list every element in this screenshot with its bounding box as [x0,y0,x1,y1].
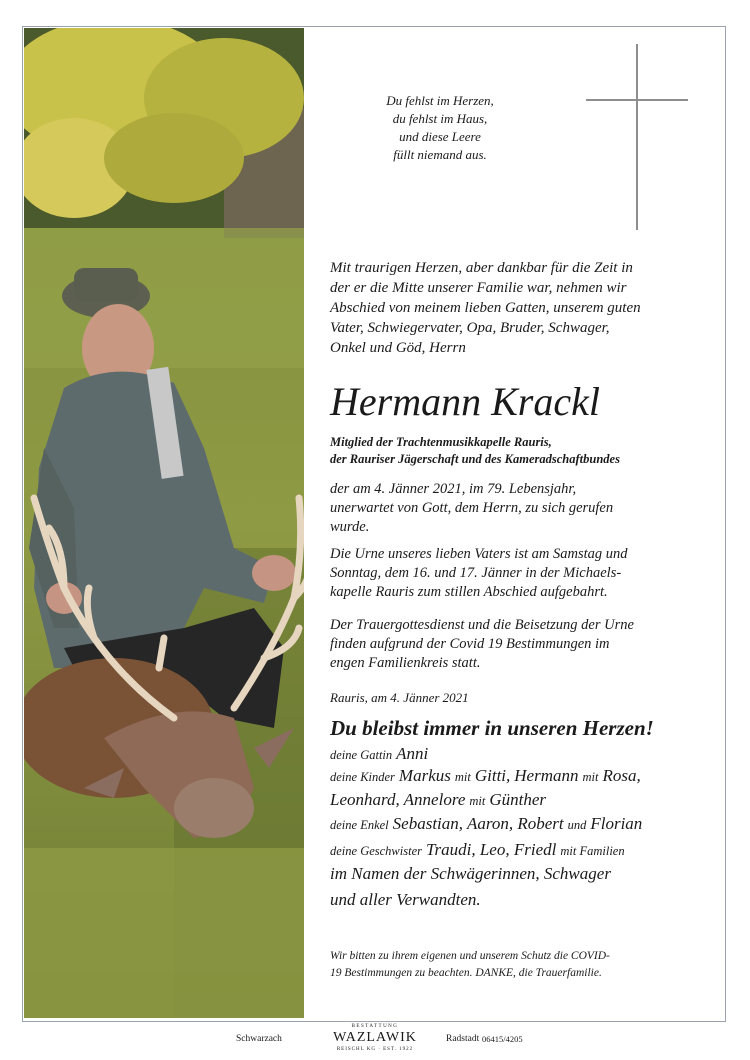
cross-icon [586,44,688,230]
portrait-photo [24,28,304,1018]
footer-phone: 06415/4205 [482,1034,523,1044]
family-wife: deine Gattin Anni [330,744,429,763]
service-notice: Der Trauergottesdienst und die Beisetzung der Urne finden aufgrund der Covid 19 Bestimmungen im engen Familienkreis statt. [330,617,634,671]
motto-verse: Du fehlst im Herzen, du fehlst im Haus, und diese Leere füllt niemand aus. [386,93,494,162]
farewell-heading: Du bleibst immer in unseren Herzen! [330,716,654,740]
intro-text: Mit traurigen Herzen, aber dankbar für die Zeit in der er die Mitte unserer Familie war, nehmen wir Abschied von meinem lieben Gatten, unserem guten Vater, Schwiegervater, Opa, Bruder, Schwager, Onkel und Göd, Herrn [330,260,641,356]
place-date: Rauris, am 4. Jänner 2021 [330,690,469,705]
family-siblings: deine Geschwister Traudi, Leo, Friedl mit Familien [330,840,625,859]
covid-request: Wir bitten zu ihrem eigenen und unserem Schutz die COVID- 19 Bestimmungen zu beachten. DANKE, die Trauerfamilie. [330,950,610,979]
logo-bottom-text: REISCHL KG · EST. 1922 [336,1047,414,1052]
family-inlaws: im Namen der Schwägerinnen, Schwager [330,864,611,883]
family-children-2: Leonhard, Annelore mit Günther [330,790,547,809]
family-relatives: und aller Verwandten. [330,890,481,909]
logo-top-text: BESTATTUNG [351,1024,399,1029]
death-notice: der am 4. Jänner 2021, im 79. Lebensjahr, unerwartet von Gott, dem Herrn, zu sich gerufen wurde. [330,481,614,535]
membership-text: Mitglied der Trachtenmusikkapelle Rauris, der Rauriser Jägerschaft und des Kameradschaftbundes [330,435,620,466]
funeral-home-logo: WAZLAWIK [333,1030,417,1045]
family-children: deine Kinder Markus mit Gitti, Hermann mit Rosa, [330,766,641,785]
urn-notice: Die Urne unseres lieben Vaters ist am Samstag und Sonntag, dem 16. und 17. Jänner in der Michaels- kapelle Rauris zum stillen Abschied aufgebahrt. [330,546,628,600]
footer-left-city: Schwarzach [236,1034,282,1044]
footer-right-city: Radstadt [446,1034,480,1044]
footer [0,1024,750,1056]
deceased-name: Hermann Krackl [330,379,600,424]
family-grandchildren: deine Enkel Sebastian, Aaron, Robert und Florian [330,814,643,833]
